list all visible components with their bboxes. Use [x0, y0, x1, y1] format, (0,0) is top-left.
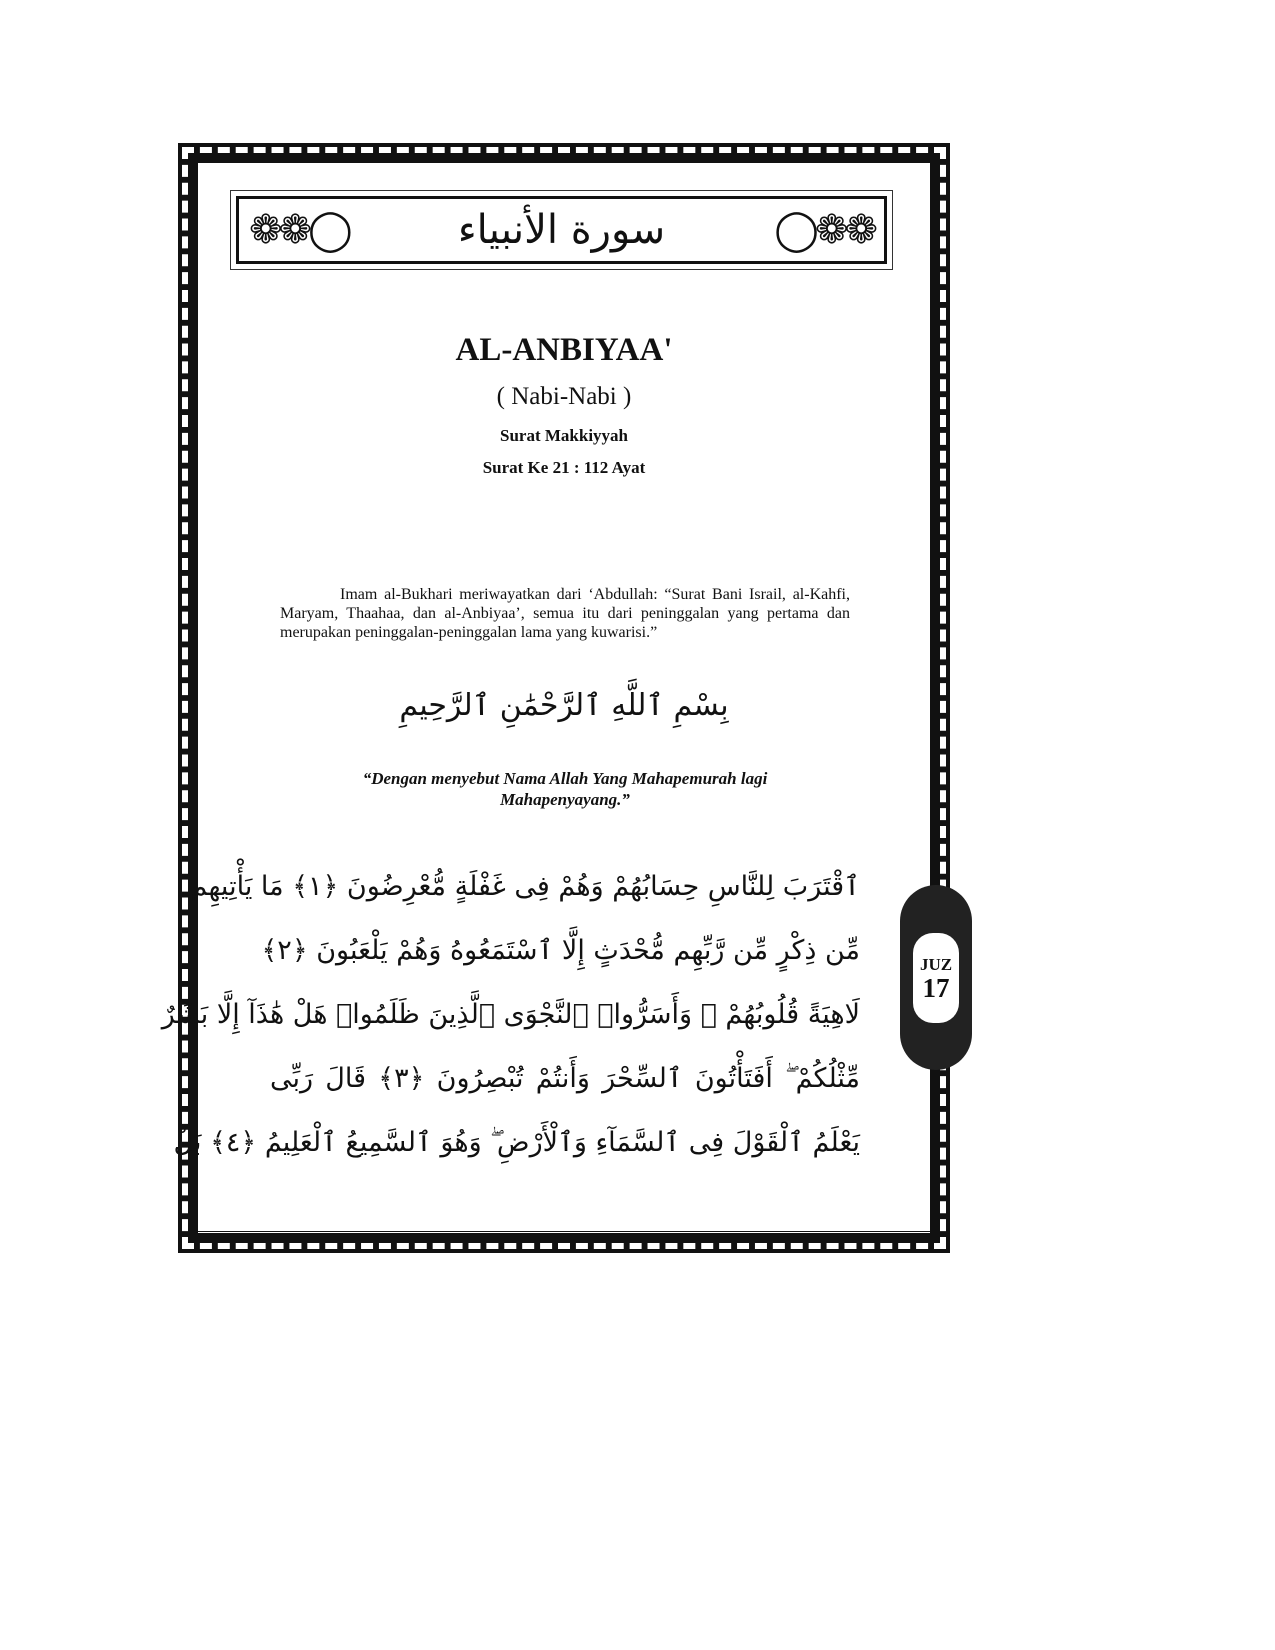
ornament-right-icon: ◯❁❁	[774, 207, 874, 253]
verse-line: لَاهِيَةً قُلُوبُهُمْ ۗ وَأَسَرُّوا۟ ٱلنَّجْوَى ٱلَّذِينَ ظَلَمُوا۟ هَلْ هَٰذَآ إِلَّا بَشَرٌ	[161, 999, 860, 1030]
surah-name: AL-ANBIYAA'	[455, 332, 673, 368]
intro-paragraph: Imam al-Bukhari meriwayatkan dari ‘Abdullah: “Surat Bani Israil, al-Kahfi, Maryam, Thaahaa, dan al-Anbiyaa’, semua itu dari peninggalan yang pertama dan merupakan peninggalan-peninggalan lama yang kuwarisi.”	[280, 586, 850, 641]
verse-line: مِّثْلُكُمْ ۖ أَفَتَأْتُونَ ٱلسِّحْرَ وَأَنتُمْ تُبْصِرُونَ ﴿٣﴾ قَالَ رَبِّى	[270, 1063, 860, 1094]
bismillah-translation: “Dengan menyebut Nama Allah Yang Mahapemurah lagi Mahapenyayang.”	[362, 769, 768, 809]
verses	[161, 855, 860, 1175]
surah-title-box	[230, 190, 893, 270]
surah-info: Surat Ke 21 : 112 Ayat	[482, 458, 646, 477]
ornament-left-icon: ❁❁◯	[249, 207, 349, 253]
juz-badge	[900, 885, 972, 1070]
surah-type: Surat Makkiyyah	[500, 426, 628, 445]
verse-line: ٱقْتَرَبَ لِلنَّاسِ حِسَابُهُمْ وَهُمْ فِى غَفْلَةٍ مُّعْرِضُونَ ﴿١﴾ مَا يَأْتِيهِم	[190, 871, 860, 902]
surah-meaning: ( Nabi-Nabi )	[496, 383, 632, 410]
juz-label: JUZ	[919, 954, 953, 974]
juz-number: 17	[922, 972, 950, 1003]
arabic-surah-title: سورة الأنبياء	[457, 207, 666, 253]
bismillah: بِسْمِ ٱللَّهِ ٱلرَّحْمَٰنِ ٱلرَّحِيمِ	[399, 688, 729, 723]
verse-line: يَعْلَمُ ٱلْقَوْلَ فِى ٱلسَّمَآءِ وَٱلْأَرْضِ ۖ وَهُوَ ٱلسَّمِيعُ ٱلْعَلِيمُ ﴿٤﴾ بَلْ	[173, 1127, 860, 1158]
verse-line: مِّن ذِكْرٍ مِّن رَّبِّهِم مُّحْدَثٍ إِلَّا ٱسْتَمَعُوهُ وَهُمْ يَلْعَبُونَ ﴿٢﴾	[261, 935, 860, 966]
